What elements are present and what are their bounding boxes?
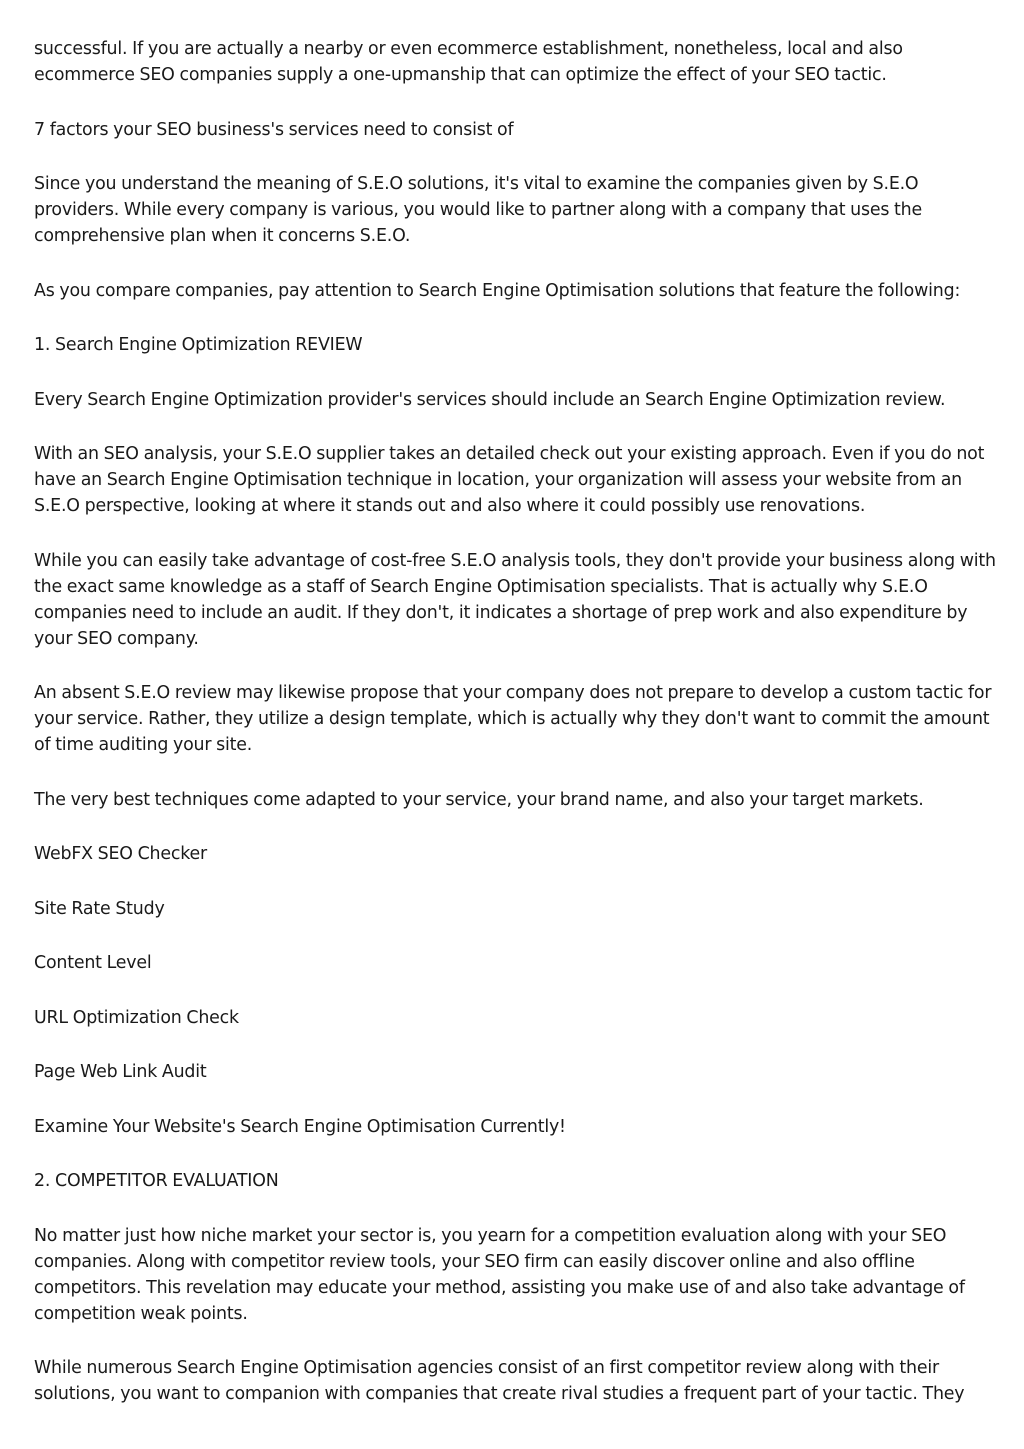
paragraph: An absent S.E.O review may likewise propose that your company does not prepare to develop a custom tactic for your service. Rather, they utilize a design template, which is actually why they don't want to commit the amount of time auditing your site. bbox=[34, 683, 992, 755]
paragraph: The very best techniques come adapted to your service, your brand name, and also your target markets. bbox=[34, 789, 924, 810]
list-item: Site Rate Study bbox=[34, 898, 165, 919]
paragraph: successful. If you are actually a nearby or even ecommerce establishment, nonetheless, local and also ecommerce SEO companies supply a one-upmanship that can optimize the effect of your SEO tactic. bbox=[34, 39, 903, 85]
paragraph: Since you understand the meaning of S.E.O solutions, it's vital to examine the companies given by S.E.O providers. While every company is various, you would like to partner along with a company that uses the comprehensive plan when it concerns S.E.O. bbox=[34, 174, 922, 246]
paragraph: While numerous Search Engine Optimisation agencies consist of an first competitor review along with their solutions, you want to companion with companies that create rival studies a frequent part of your tactic. They bbox=[34, 1358, 965, 1404]
section-heading: 7 factors your SEO business's services need to consist of bbox=[34, 119, 514, 140]
list-item: Page Web Link Audit bbox=[34, 1062, 207, 1082]
paragraph: With an SEO analysis, your S.E.O supplier takes an detailed check out your existing approach. Even if you do not have an Search Engine Optimisation technique in location, your organization will assess your website from an S.E.O perspective, looking at where it stands out and also where it could possibly use renovations. bbox=[34, 444, 985, 516]
list-item: URL Optimization Check bbox=[34, 1007, 239, 1028]
paragraph: As you compare companies, pay attention to Search Engine Optimisation solutions that feature the following: bbox=[34, 280, 961, 301]
document-body bbox=[34, 36, 996, 1436]
list-item: Content Level bbox=[34, 953, 152, 973]
section-heading: 1. Search Engine Optimization REVIEW bbox=[34, 335, 363, 355]
paragraph: While you can easily take advantage of cost-free S.E.O analysis tools, they don't provide your business along with the exact same knowledge as a staff of Search Engine Optimisation specialists. That is actually why S.E.O companies need to include an audit. If they don't, it indicates a shortage of prep work and also expenditure by your SEO company. bbox=[34, 550, 996, 649]
call-to-action-text: Examine Your Website's Search Engine Optimisation Currently! bbox=[34, 1116, 566, 1137]
section-heading: 2. COMPETITOR EVALUATION bbox=[34, 1171, 279, 1191]
paragraph: Every Search Engine Optimization provider's services should include an Search Engine Optimization review. bbox=[34, 389, 946, 410]
list-item: WebFX SEO Checker bbox=[34, 844, 207, 864]
paragraph: No matter just how niche market your sector is, you yearn for a competition evaluation along with your SEO companies. Along with competitor review tools, your SEO firm can easily discover online and also offline competitors. This revelation may educate your method, assisting you make use of and also take advantage of competition weak points. bbox=[34, 1225, 965, 1324]
